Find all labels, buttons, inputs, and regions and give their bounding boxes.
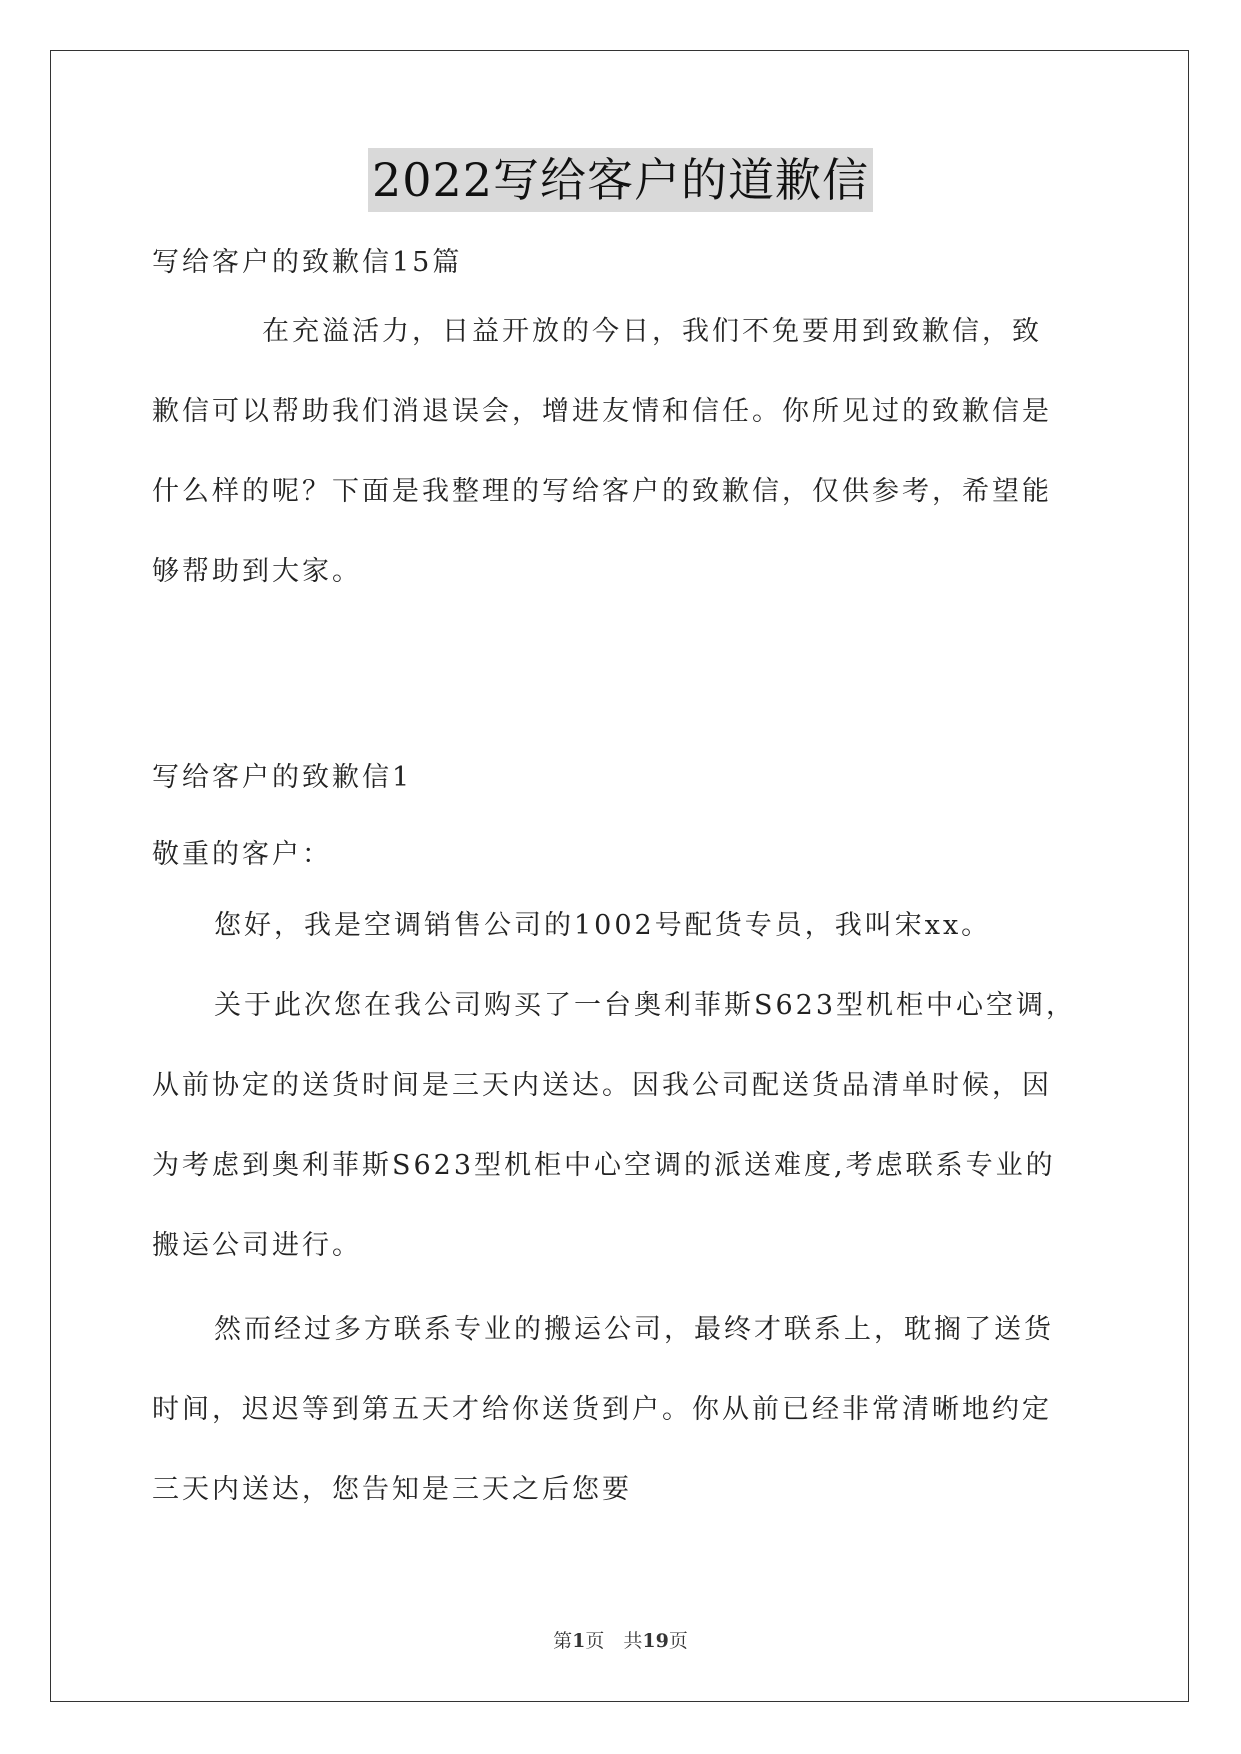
intro-line: 歉信可以帮助我们消退误会，增进友情和信任。你所见过的致歉信是 xyxy=(152,396,1052,427)
body-line: 搬运公司进行。 xyxy=(152,1230,362,1261)
intro-line: 什么样的呢？下面是我整理的写给客户的致歉信，仅供参考，希望能 xyxy=(152,476,1052,507)
section-heading: 写给客户的致歉信1 xyxy=(152,762,413,793)
body-paragraph-1 xyxy=(152,886,1092,966)
body-line: 您好，我是空调销售公司的1002号配货专员，我叫宋xx。 xyxy=(214,910,992,941)
body-line: 关于此次您在我公司购买了一台奥利菲斯S623型机柜中心空调， xyxy=(214,990,1077,1021)
salutation: 敬重的客户： xyxy=(152,839,332,870)
title-container xyxy=(0,148,1241,212)
footer-prefix: 第 xyxy=(553,1630,573,1652)
body-line: 时间，迟迟等到第五天才给你送货到户。你从前已经非常清晰地约定 xyxy=(152,1394,1052,1425)
body-line: 三天内送达，您告知是三天之后您要 xyxy=(152,1474,632,1505)
intro-line: 在充溢活力，日益开放的今日，我们不免要用到致歉信，致 xyxy=(262,316,1042,347)
body-line: 为考虑到奥利菲斯S623型机柜中心空调的派送难度,考虑联系专业的 xyxy=(152,1150,1056,1181)
footer-suffix: 页 xyxy=(668,1630,688,1652)
document-title: 2022写给客户的道歉信 xyxy=(368,148,873,212)
body-line: 然而经过多方联系专业的搬运公司，最终才联系上，耽搁了送货 xyxy=(214,1314,1054,1345)
subtitle: 写给客户的致歉信15篇 xyxy=(152,247,463,278)
footer-page-current: 1 xyxy=(572,1630,586,1652)
footer-page-total: 19 xyxy=(642,1630,669,1652)
footer-mid: 页 共 xyxy=(585,1630,643,1652)
body-paragraph-3 xyxy=(152,1290,1092,1530)
intro-paragraph xyxy=(152,292,1092,612)
page-footer xyxy=(0,1626,1241,1653)
body-line: 从前协定的送货时间是三天内送达。因我公司配送货品清单时候，因 xyxy=(152,1070,1052,1101)
body-paragraph-2 xyxy=(152,966,1092,1286)
intro-line: 够帮助到大家。 xyxy=(152,556,362,587)
